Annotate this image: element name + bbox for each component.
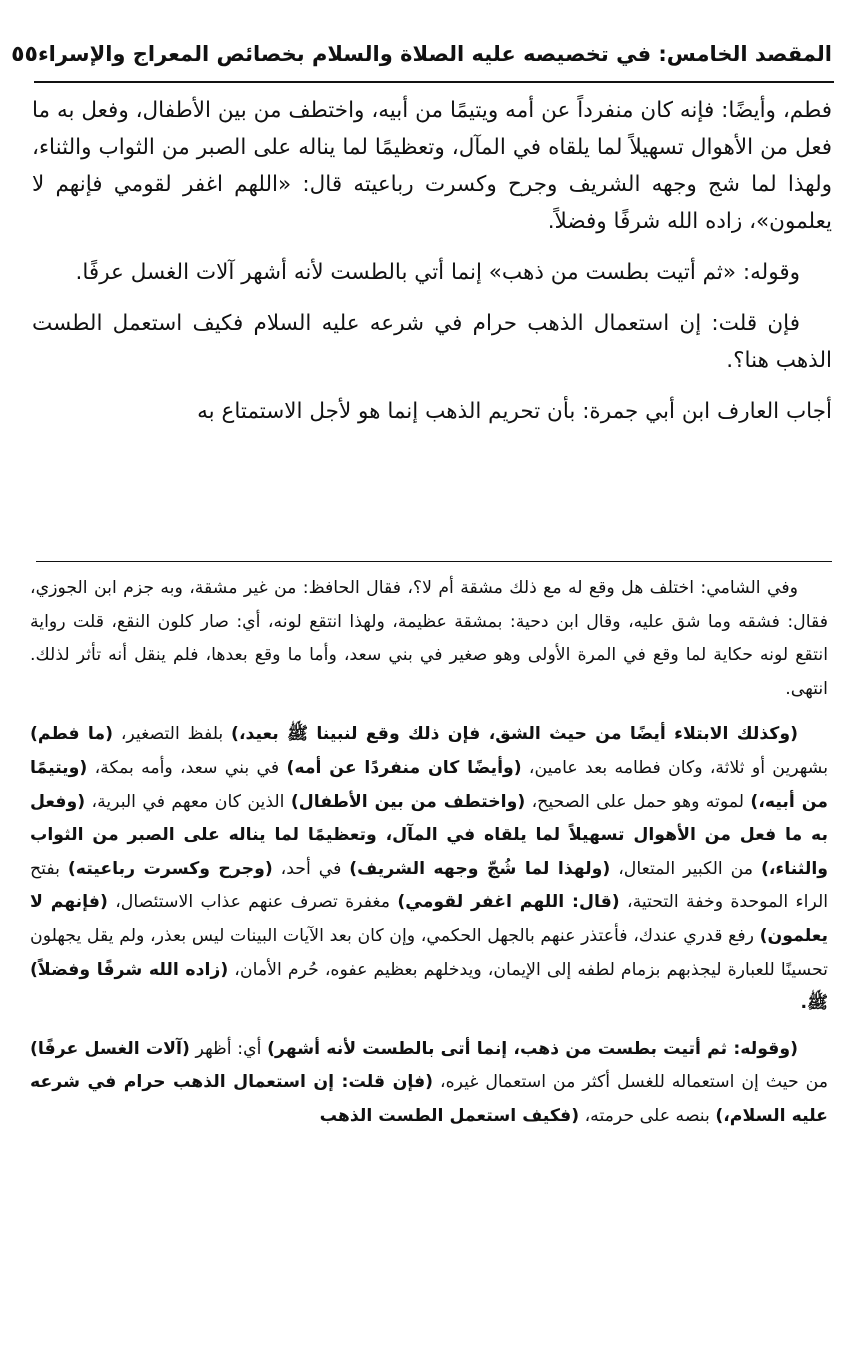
commentary-text: مغفرة تصرف عنهم عذاب الاستئصال، — [107, 892, 398, 913]
header-rule — [34, 81, 834, 83]
matn-quote: (وقوله: ثم أتيت بطست من ذهب، إنما أتى بالطست لأنه أشهر) — [267, 1038, 799, 1059]
matn-quote: (ما فطم) — [30, 724, 114, 745]
matn-quote: (فإن قلت: إن استعمال الذهب حرام في شرعه عليه السلام،) — [30, 1072, 828, 1126]
commentary-text: بنصه على حرمته، — [579, 1105, 716, 1126]
commentary-text: من حيث إن استعماله للغسل أكثر من استعمال غيره، — [433, 1072, 828, 1093]
matn-quote: (قال: اللهم اغفر لقومي) — [397, 892, 620, 913]
matn-quote: (ويتيمًا من أبيه،) — [30, 757, 828, 812]
matn-quote: (وأيضًا كان منفردًا عن أمه) — [286, 757, 522, 778]
commentary-text: بلفظ التصغير، — [113, 724, 232, 745]
matn-quote: (ولهذا لما شُجّ وجهه الشريف) — [349, 858, 611, 879]
commentary-paragraph-3 — [30, 1033, 828, 1134]
matn-quote: (وجرح وكسرت رباعيته) — [67, 858, 273, 879]
main-paragraph-2: وقوله: «ثم أتيت بطست من ذهب» إنما أتي بالطست لأنه أشهر آلات الغسل عرفًا. — [75, 260, 800, 285]
matn-quote: (فكيف استعمل الطست الذهب — [319, 1105, 580, 1126]
page-header — [11, 30, 832, 78]
footnote-rule — [36, 561, 832, 562]
matn-quote: (واختطف من بين الأطفال) — [290, 791, 526, 812]
commentary-text: في أحد، — [272, 858, 350, 879]
running-head: المقصد الخامس: في تخصيصه عليه الصلاة والسلام بخصائص المعراج والإسراء — [37, 42, 832, 66]
matn-quote: (زاده الله شرفًا وفضلاً) ﷺ. — [30, 959, 828, 1014]
commentary-text: لموته وهو حمل على الصحيح، — [525, 791, 751, 812]
matn-quote: (آلات الغسل عرفًا) — [30, 1038, 190, 1059]
commentary-text: بفتح الراء الموحدة وخفة التحتية، — [30, 858, 829, 913]
main-paragraph-3: فإن قلت: إن استعمال الذهب حرام في شرعه عليه السلام فكيف استعمل الطست الذهب هنا؟. — [32, 311, 832, 373]
commentary-text: في بني سعد، وأمه بمكة، — [87, 757, 287, 778]
commentary — [30, 572, 828, 1146]
commentary-paragraph-2 — [30, 718, 828, 1020]
commentary-text: الذين كان معهم في البرية، — [85, 791, 291, 812]
matn-quote: (فإنهم لا يعلمون) — [30, 892, 828, 946]
page-number: ٥٥ — [11, 41, 38, 67]
commentary-text: رفع قدري عندك، فأعتذر عنهم بالجهل الحكمي، وإن كان بعد الآيات البينات ليس بعذر، ولم يقل يجهلون تحسينًا للعبارة ليجذبهم بزمام لطفه إلى الإيمان، ويدخلهم بعظيم عفوه، حُرم الأمان، — [30, 925, 828, 980]
matn-quote: (وكذلك الابتلاء أيضًا من حيث الشق، فإن ذلك وقع لنبينا ﷺ بعيد،) — [231, 724, 798, 745]
main-text — [32, 92, 832, 444]
matn-quote: (وفعل به ما فعل من الأهوال تسهيلاً لما يلقاه في المآل، وتعظيمًا لما يناله على الصبر من الثواب والثناء،) — [30, 791, 829, 879]
commentary-text: من الكبير المتعال، — [610, 858, 761, 879]
commentary-paragraph-1: وفي الشامي: اختلف هل وقع له مع ذلك مشقة أم لا؟، فقال الحافظ: من غير مشقة، وبه جزم ابن الجوزي، فقال: فشقه وما شق عليه، وقال ابن دحية: بمشقة عظيمة، ولهذا انتقع لونه، أي: صار كلون النقع، قلت رواية انتقع لونه حكاية لما وقع في المرة الأولى وهو صغير في بني سعد، وأما ما وقع بعدها، فلم ينقل أنه تأثر لذلك. انتهى. — [30, 578, 828, 699]
main-paragraph-4: أجاب العارف ابن أبي جمرة: بأن تحريم الذهب إنما هو لأجل الاستمتاع به — [197, 399, 832, 424]
commentary-text: أي: أظهر — [189, 1038, 268, 1059]
main-paragraph-1: فطم، وأيضًا: فإنه كان منفرداً عن أمه ويتيمًا من أبيه، واختطف من بين الأطفال، وفعل به ما فعل من الأهوال تسهيلاً لما يلقاه في المآل، وتعظيمًا لما يناله على الصبر من الثواب والثناء، ولهذا لما شج وجهه الشريف وجرح وكسرت رباعيته قال: «اللهم اغفر لقومي فإنهم لا يعلمون»، زاده الله شرفًا وفضلاً. — [32, 98, 832, 234]
commentary-text: بشهرين أو ثلاثة، وكان فطامه بعد عامين، — [521, 757, 829, 778]
